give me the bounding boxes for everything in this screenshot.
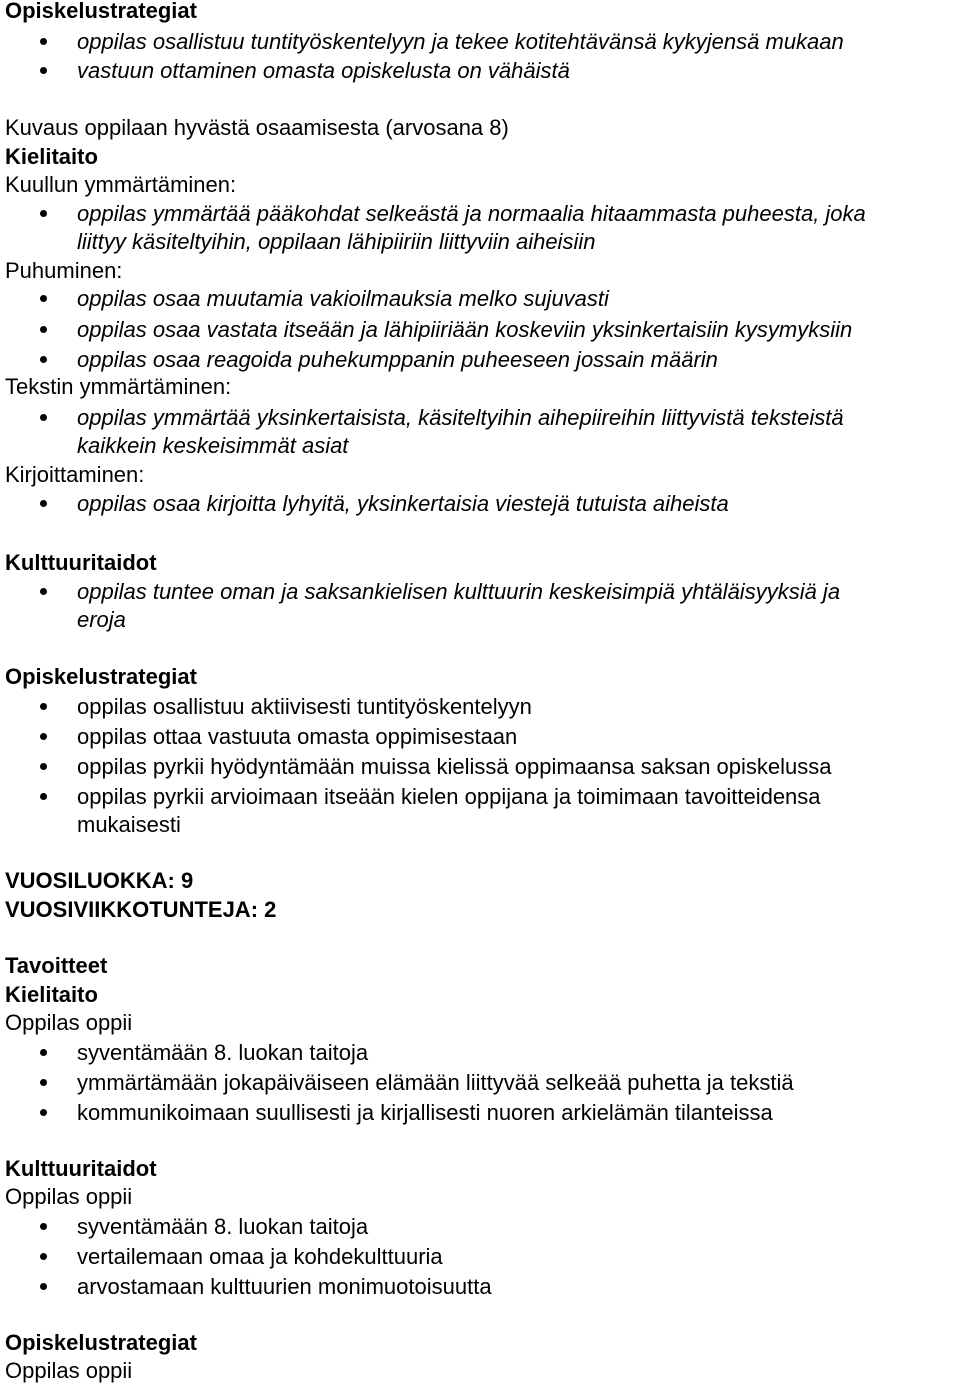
skill-label: Puhuminen:: [5, 258, 123, 283]
bullet-icon: [40, 38, 47, 45]
bullet-icon: [40, 1253, 47, 1260]
skill-label: Kirjoittaminen:: [5, 462, 145, 487]
bullet-icon: [40, 763, 47, 770]
list-item: oppilas ymmärtää pääkohdat selkeästä ja normaalia hitaammasta puheesta, joka: [77, 201, 866, 226]
bullet-icon: [40, 1109, 47, 1116]
subsection-heading: Kielitaito: [5, 982, 98, 1007]
list-item: ymmärtämään jokapäiväiseen elämään liittyvää selkeää puhetta ja tekstiä: [77, 1070, 794, 1095]
bullet-icon: [40, 1223, 47, 1230]
list-item-continuation: kaikkein keskeisimmät asiat: [77, 433, 349, 458]
list-item: oppilas osaa kirjoitta lyhyitä, yksinkertaisia viestejä tutuista aiheista: [77, 491, 729, 516]
list-item-continuation: eroja: [77, 607, 126, 632]
bullet-icon: [40, 1079, 47, 1086]
list-item: oppilas ottaa vastuuta omasta oppimisestaan: [77, 724, 518, 749]
list-intro: Oppilas oppii: [5, 1184, 133, 1209]
subsection-heading: Kielitaito: [5, 144, 98, 169]
list-item: oppilas pyrkii hyödyntämään muissa kielissä oppimaansa saksan opiskelussa: [77, 754, 832, 779]
subsection-heading: Opiskelustrategiat: [5, 1330, 197, 1355]
list-item: kommunikoimaan suullisesti ja kirjallisesti nuoren arkielämän tilanteissa: [77, 1100, 773, 1125]
section-heading: Tavoitteet: [5, 953, 108, 978]
list-item-continuation: liittyy käsiteltyihin, oppilaan lähipiiriin liittyviin aiheisiin: [77, 229, 596, 254]
list-item: oppilas pyrkii arvioimaan itseään kielen oppijana ja toimimaan tavoitteidensa: [77, 784, 821, 809]
bullet-icon: [40, 500, 47, 507]
list-item: oppilas tuntee oman ja saksankielisen kulttuurin keskeisimpiä yhtäläisyyksiä ja: [77, 579, 841, 604]
list-item: vertailemaan omaa ja kohdekulttuuria: [77, 1244, 443, 1269]
bullet-icon: [40, 210, 47, 217]
weekly-hours: VUOSIVIIKKOTUNTEJA: 2: [5, 897, 277, 922]
list-item: syventämään 8. luokan taitoja: [77, 1214, 369, 1239]
list-item: syventämään 8. luokan taitoja: [77, 1040, 369, 1065]
list-item: oppilas ymmärtää yksinkertaisista, käsiteltyihin aihepiireihin liittyvistä teksteistä: [77, 405, 844, 430]
section-heading: Kulttuuritaidot: [5, 550, 157, 575]
bullet-icon: [40, 326, 47, 333]
bullet-icon: [40, 295, 47, 302]
subsection-heading: Kulttuuritaidot: [5, 1156, 157, 1181]
grade-level: VUOSILUOKKA: 9: [5, 868, 194, 893]
section-heading: Opiskelustrategiat: [5, 664, 197, 689]
list-item: oppilas osaa muutamia vakioilmauksia melko sujuvasti: [77, 286, 609, 311]
list-item: arvostamaan kulttuurien monimuotoisuutta: [77, 1274, 492, 1299]
bullet-icon: [40, 793, 47, 800]
skill-label: Kuullun ymmärtäminen:: [5, 172, 237, 197]
bullet-icon: [40, 733, 47, 740]
list-intro: Oppilas oppii: [5, 1358, 133, 1383]
section-heading: Kuvaus oppilaan hyvästä osaamisesta (arvosana 8): [5, 115, 509, 140]
list-item: oppilas osallistuu aktiivisesti tuntityöskentelyyn: [77, 694, 532, 719]
list-item-continuation: mukaisesti: [77, 812, 181, 837]
bullet-icon: [40, 356, 47, 363]
bullet-icon: [40, 588, 47, 595]
list-item: oppilas osallistuu tuntityöskentelyyn ja tekee kotitehtävänsä kykyjensä mukaan: [77, 29, 844, 54]
bullet-icon: [40, 414, 47, 421]
list-item: oppilas osaa reagoida puhekumppanin puheeseen jossain määrin: [77, 347, 718, 372]
list-item: oppilas osaa vastata itseään ja lähipiiriään koskeviin yksinkertaisiin kysymyksiin: [77, 317, 853, 342]
bullet-icon: [40, 1049, 47, 1056]
bullet-icon: [40, 67, 47, 74]
section-heading: Opiskelustrategiat: [5, 0, 197, 23]
list-item: vastuun ottaminen omasta opiskelusta on vähäistä: [77, 58, 570, 83]
bullet-icon: [40, 703, 47, 710]
list-intro: Oppilas oppii: [5, 1010, 133, 1035]
skill-label: Tekstin ymmärtäminen:: [5, 374, 232, 399]
bullet-icon: [40, 1283, 47, 1290]
